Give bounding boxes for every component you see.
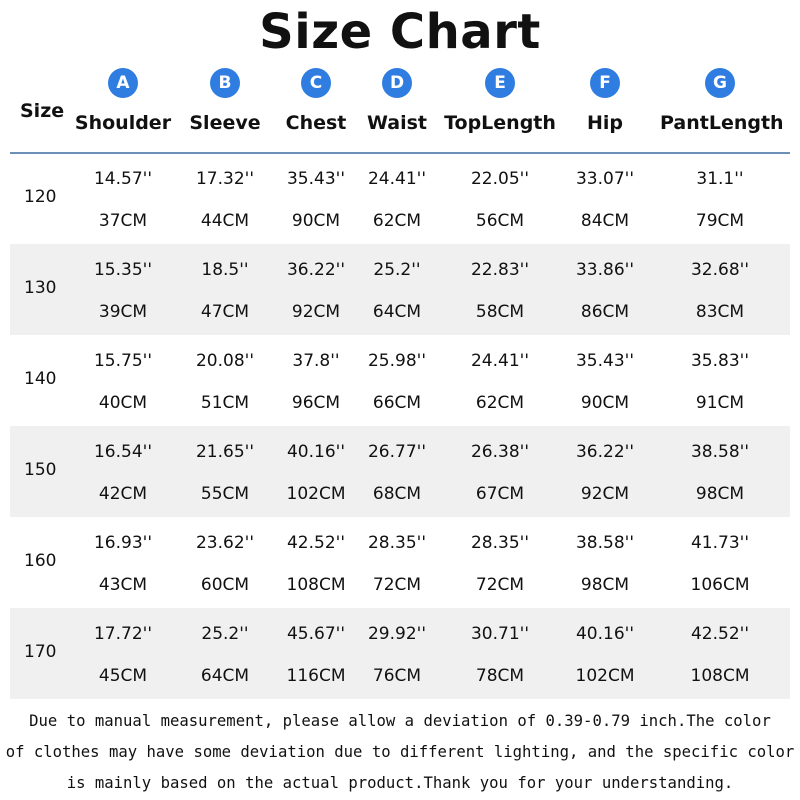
inch-value: 42.52'' bbox=[690, 624, 749, 644]
cm-value: 62CM bbox=[372, 211, 422, 231]
cm-value: 67CM bbox=[475, 484, 525, 504]
cm-value: 72CM bbox=[372, 575, 422, 595]
cm-value: 40CM bbox=[98, 393, 148, 413]
column-header-pantlength bbox=[660, 68, 784, 134]
column-name: Sleeve bbox=[189, 112, 261, 134]
row-size-label: 160 bbox=[24, 551, 57, 571]
inch-value: 24.41'' bbox=[470, 351, 529, 371]
inch-value: 22.83'' bbox=[470, 260, 529, 280]
column-name: Waist bbox=[366, 112, 427, 134]
inch-value: 25.2'' bbox=[201, 624, 249, 644]
inch-value: 18.5'' bbox=[201, 260, 249, 280]
inch-value: 15.35'' bbox=[93, 260, 152, 280]
inch-value: 30.71'' bbox=[470, 624, 529, 644]
page-title: Size Chart bbox=[259, 4, 541, 60]
cm-value: 78CM bbox=[475, 666, 525, 686]
cm-value: 96CM bbox=[291, 393, 341, 413]
cm-value: 56CM bbox=[475, 211, 525, 231]
inch-value: 20.08'' bbox=[195, 351, 254, 371]
column-header-toplength bbox=[440, 68, 560, 134]
cm-value: 102CM bbox=[286, 484, 346, 504]
column-letter-badge: E bbox=[485, 68, 515, 98]
inch-value: 42.52'' bbox=[286, 533, 345, 553]
inch-value: 40.16'' bbox=[575, 624, 634, 644]
cm-value: 90CM bbox=[291, 211, 341, 231]
cm-value: 64CM bbox=[200, 666, 250, 686]
inch-value: 35.43'' bbox=[575, 351, 634, 371]
cm-value: 84CM bbox=[580, 211, 630, 231]
inch-value: 21.65'' bbox=[195, 442, 254, 462]
row-size-label: 130 bbox=[24, 278, 57, 298]
inch-value: 26.77'' bbox=[367, 442, 426, 462]
inch-value: 38.58'' bbox=[690, 442, 749, 462]
table-header bbox=[0, 68, 800, 154]
cm-value: 86CM bbox=[580, 302, 630, 322]
cm-value: 60CM bbox=[200, 575, 250, 595]
cm-value: 39CM bbox=[98, 302, 148, 322]
cm-value: 83CM bbox=[695, 302, 745, 322]
inch-value: 15.75'' bbox=[93, 351, 152, 371]
column-name: PantLength bbox=[660, 112, 784, 134]
column-letter-badge: B bbox=[210, 68, 240, 98]
column-letter-badge: C bbox=[301, 68, 331, 98]
table-row bbox=[10, 608, 790, 699]
cm-value: 106CM bbox=[690, 575, 750, 595]
cm-value: 51CM bbox=[200, 393, 250, 413]
inch-value: 25.98'' bbox=[367, 351, 426, 371]
inch-value: 29.92'' bbox=[367, 624, 426, 644]
cm-value: 43CM bbox=[98, 575, 148, 595]
inch-value: 37.8'' bbox=[292, 351, 340, 371]
cm-value: 102CM bbox=[575, 666, 635, 686]
inch-value: 28.35'' bbox=[470, 533, 529, 553]
column-name: Chest bbox=[285, 112, 347, 134]
column-name: Hip bbox=[586, 112, 623, 134]
cm-value: 42CM bbox=[98, 484, 148, 504]
inch-value: 35.83'' bbox=[690, 351, 749, 371]
inch-value: 25.2'' bbox=[373, 260, 421, 280]
cm-value: 68CM bbox=[372, 484, 422, 504]
cm-value: 92CM bbox=[291, 302, 341, 322]
inch-value: 28.35'' bbox=[367, 533, 426, 553]
column-name: TopLength bbox=[444, 112, 556, 134]
inch-value: 41.73'' bbox=[690, 533, 749, 553]
inch-value: 31.1'' bbox=[696, 169, 744, 189]
cm-value: 108CM bbox=[286, 575, 346, 595]
row-size-label: 150 bbox=[24, 460, 57, 480]
inch-value: 16.54'' bbox=[93, 442, 152, 462]
inch-value: 38.58'' bbox=[575, 533, 634, 553]
inch-value: 40.16'' bbox=[286, 442, 345, 462]
cm-value: 58CM bbox=[475, 302, 525, 322]
inch-value: 23.62'' bbox=[195, 533, 254, 553]
note-line: Due to manual measurement, please allow a deviation of 0.39-0.79 inch.The color bbox=[29, 712, 771, 730]
cm-value: 37CM bbox=[98, 211, 148, 231]
note-line: of clothes may have some deviation due to different lighting, and the specific color bbox=[5, 743, 795, 761]
cm-value: 64CM bbox=[372, 302, 422, 322]
cm-value: 44CM bbox=[200, 211, 250, 231]
inch-value: 26.38'' bbox=[470, 442, 529, 462]
note-line: is mainly based on the actual product.Thank you for your understanding. bbox=[66, 774, 734, 792]
column-header-waist bbox=[337, 68, 457, 134]
cm-value: 92CM bbox=[580, 484, 630, 504]
cm-value: 76CM bbox=[372, 666, 422, 686]
cm-value: 62CM bbox=[475, 393, 525, 413]
table-row bbox=[10, 517, 790, 608]
table-row bbox=[10, 153, 790, 244]
column-letter-badge: D bbox=[382, 68, 412, 98]
cm-value: 45CM bbox=[98, 666, 148, 686]
column-letter-badge: G bbox=[705, 68, 735, 98]
inch-value: 17.72'' bbox=[93, 624, 152, 644]
cm-value: 98CM bbox=[580, 575, 630, 595]
cm-value: 47CM bbox=[200, 302, 250, 322]
cm-value: 79CM bbox=[695, 211, 745, 231]
column-name: Shoulder bbox=[74, 112, 172, 134]
row-size-label: 140 bbox=[24, 369, 57, 389]
cm-value: 66CM bbox=[372, 393, 422, 413]
inch-value: 17.32'' bbox=[195, 169, 254, 189]
inch-value: 14.57'' bbox=[93, 169, 152, 189]
row-size-label: 120 bbox=[24, 187, 57, 207]
inch-value: 36.22'' bbox=[286, 260, 345, 280]
inch-value: 33.86'' bbox=[575, 260, 634, 280]
column-header-hip bbox=[545, 68, 665, 134]
table-row bbox=[10, 335, 790, 426]
cm-value: 72CM bbox=[475, 575, 525, 595]
cm-value: 108CM bbox=[690, 666, 750, 686]
inch-value: 36.22'' bbox=[575, 442, 634, 462]
column-letter-badge: A bbox=[108, 68, 138, 98]
inch-value: 35.43'' bbox=[286, 169, 345, 189]
cm-value: 116CM bbox=[286, 666, 346, 686]
cm-value: 90CM bbox=[580, 393, 630, 413]
inch-value: 33.07'' bbox=[575, 169, 634, 189]
cm-value: 55CM bbox=[200, 484, 250, 504]
inch-value: 16.93'' bbox=[93, 533, 152, 553]
measurement-note bbox=[0, 706, 800, 799]
row-size-label: 170 bbox=[24, 642, 57, 662]
cm-value: 91CM bbox=[695, 393, 745, 413]
column-letter-badge: F bbox=[590, 68, 620, 98]
table-row bbox=[10, 244, 790, 335]
size-column-header: Size bbox=[20, 100, 65, 122]
inch-value: 24.41'' bbox=[367, 169, 426, 189]
table-row bbox=[10, 426, 790, 517]
cm-value: 98CM bbox=[695, 484, 745, 504]
inch-value: 22.05'' bbox=[470, 169, 529, 189]
inch-value: 32.68'' bbox=[690, 260, 749, 280]
inch-value: 45.67'' bbox=[286, 624, 345, 644]
